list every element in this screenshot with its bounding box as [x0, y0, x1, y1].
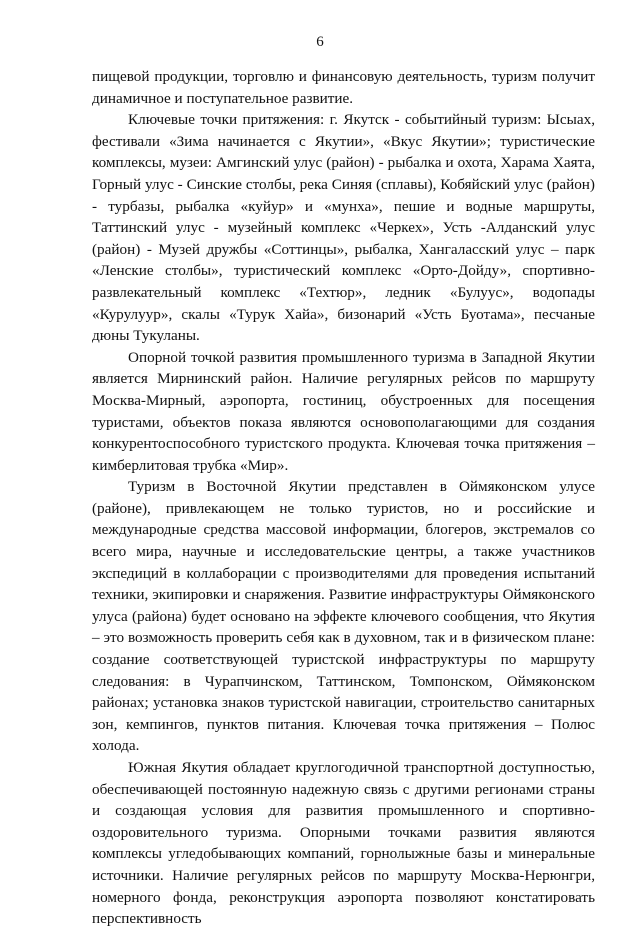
paragraph-eastern-yakutia: Туризм в Восточной Якутии представлен в Оймяконском улусе (районе), привлекающем не только туристов, но и российские и международные средства массовой информации, блогеров, экстремалов со всего мира, научные и исследовательские центры, а также участников экспедиций в коллаборации с производителями для проведения испытаний техники, экипировки и снаряжения. Развитие инфраструктуры Оймяконского улуса (района) будет основано на эффекте ключевого сообщения, что Якутия – это возможность проверить себя как в духовном, так и в физическом плане: создание соответствующей туристской инфраструктуры по маршруту следования: в Чурапчинском, Таттинском, Томпонском, Оймяконском районах; установка знаков туристской навигации, строительство санитарных зон, кемпингов, пунктов питания. Ключевая точка притяжения – Полюс холода.	[92, 478, 595, 755]
body-text	[92, 66, 595, 930]
paragraph-southern-yakutia: Южная Якутия обладает круглогодичной транспортной доступностью, обеспечивающей постоянную надежную связь с другими регионами страны и создающая условия для развития промышленного и спортивно-оздоровительного туризма. Опорными точками развития являются комплексы угледобывающих компаний, горнолыжные базы и минеральные источники. Наличие регулярных рейсов по маршруту Москва-Нерюнгри, номерного фонда, реконструкция аэропорта позволяют констатировать перспективность	[92, 759, 595, 928]
paragraph-western-yakutia: Опорной точкой развития промышленного туризма в Западной Якутии является Мирнинский район. Наличие регулярных рейсов по маршруту Москва-Мирный, аэропорта, гостиниц, обустроенных для посещения туристами, объектов показа являются основополагающими для создания конкурентоспособного туристского продукта. Ключевая точка притяжения – кимберлитовая трубка «Мир».	[92, 348, 595, 474]
paragraph-key-attractions: Ключевые точки притяжения: г. Якутск - событийный туризм: Ысыах, фестивали «Зима начинается с Якутии», «Вкус Якутии»; туристические комплексы, музеи: Амгинский улус (район) - рыбалка и охота, Харама Хаята, Горный улус - Синские столбы, река Синяя (сплавы), Кобяйский улус (район) - турбазы, рыбалка «куйур» и «мунха», пешие и водные маршруты, Таттинский улус - музейный комплекс «Черкех», Усть -Алданский улус (район) - Музей дружбы «Соттинцы», рыбалка, Хангаласский улус – парк «Ленские столбы», туристический комплекс «Орто-Дойду», спортивно-развлекательный комплекс «Техтюр», ледник «Булуус», водопады «Курулуур», скалы «Турук Хайа», бизонарий «Усть Буотама», песчаные дюны Тукуланы.	[92, 111, 595, 345]
paragraph-continuation: пищевой продукции, торговлю и финансовую деятельность, туризм получит динамичное и поступательное развитие.	[92, 68, 595, 107]
page-number: 6	[316, 34, 324, 50]
